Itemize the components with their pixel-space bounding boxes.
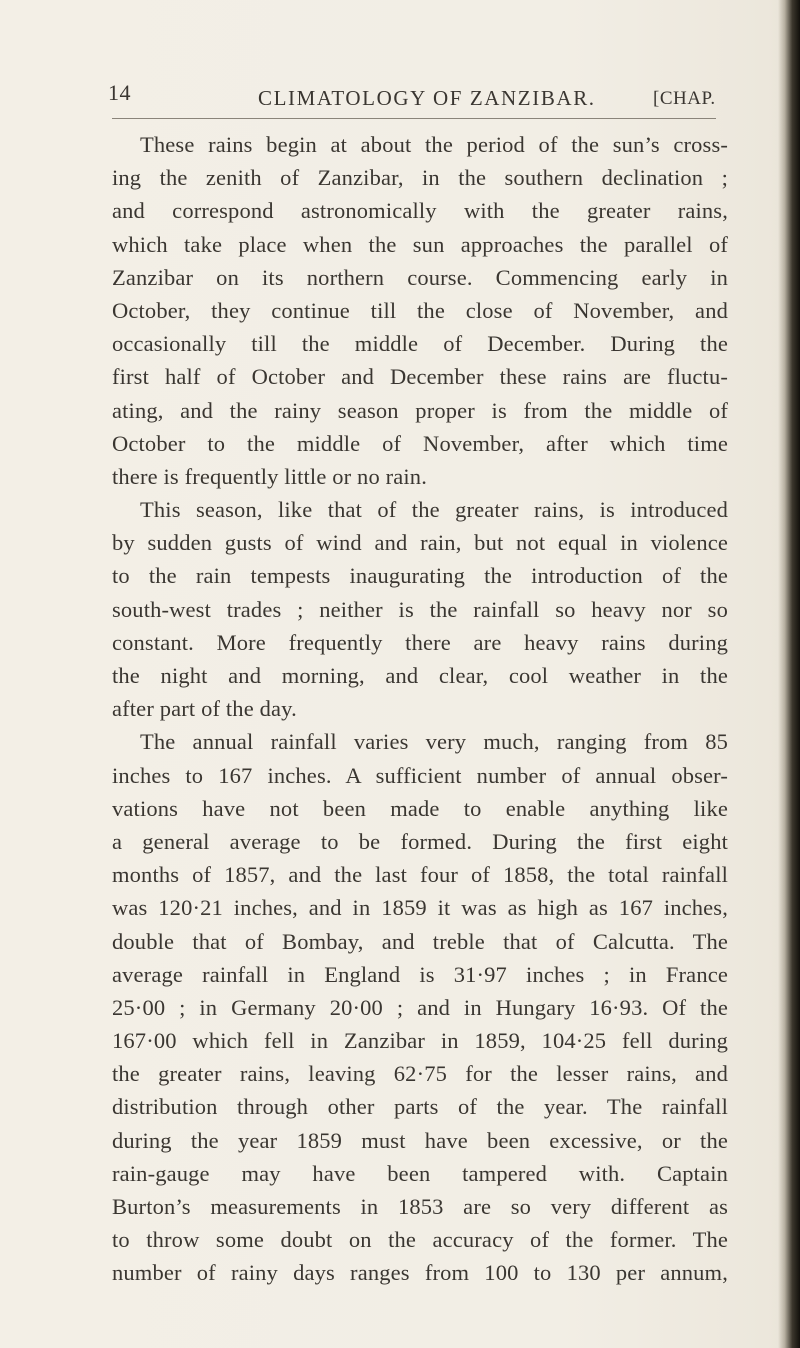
text-line: during the year 1859 must have been excessive, or the xyxy=(112,1127,728,1153)
text-line: number of rainy days ranges from 100 to 130 per annum, xyxy=(112,1260,728,1286)
text-line: The annual rainfall varies very much, ranging from 85 xyxy=(140,729,728,755)
text-line: 25·00 ; in Germany 20·00 ; and in Hungary 16·93. Of the xyxy=(112,994,728,1020)
text-line: and correspond astronomically with the greater rains, xyxy=(112,198,728,224)
text-line: Zanzibar on its northern course. Commencing early in xyxy=(112,264,728,290)
text-line: the greater rains, leaving 62·75 for the lesser rains, and xyxy=(112,1061,728,1087)
text-line: months of 1857, and the last four of 1858, the total rainfall xyxy=(112,862,728,888)
text-line: after part of the day. xyxy=(112,696,297,722)
text-line: October to the middle of November, after which time xyxy=(112,430,728,456)
text-line: These rains begin at about the period of the sun’s cross- xyxy=(140,132,728,157)
text-line: double that of Bombay, and treble that of Calcutta. The xyxy=(112,928,728,954)
text-line: by sudden gusts of wind and rain, but not equal in violence xyxy=(112,530,728,556)
text-line: first half of October and December these rains are fluctu- xyxy=(112,364,728,390)
text-line: the night and morning, and clear, cool weather in the xyxy=(112,663,728,688)
text-line: there is frequently little or no rain. xyxy=(112,463,427,489)
text-line: October, they continue till the close of November, and xyxy=(112,297,728,323)
header-rule xyxy=(112,118,716,119)
text-line: Burton’s measurements in 1853 are so very different as xyxy=(112,1194,728,1219)
text-line: 167·00 which fell in Zanzibar in 1859, 104·25 fell during xyxy=(112,1028,728,1054)
text-line: constant. More frequently there are heavy rains during xyxy=(112,629,728,655)
text-line: rain-gauge may have been tampered with. Captain xyxy=(112,1160,728,1186)
text-line: average rainfall in England is 31·97 inches ; in France xyxy=(112,961,728,987)
text-line: ing the zenith of Zanzibar, in the southern declination ; xyxy=(112,165,728,191)
body-text xyxy=(112,128,728,1290)
text-line: was 120·21 inches, and in 1859 it was as high as 167 inches, xyxy=(112,895,728,921)
chapter-title: CLIMATOLOGY OF ZANZIBAR. xyxy=(258,86,596,110)
text-line: occasionally till the middle of December. During the xyxy=(112,331,728,357)
text-line: south-west trades ; neither is the rainfall so heavy nor so xyxy=(112,596,728,622)
page-edge-shadow xyxy=(778,0,800,1348)
text-line: ating, and the rainy season proper is from the middle of xyxy=(112,397,728,423)
text-line: to the rain tempests inaugurating the introduction of the xyxy=(112,563,728,589)
text-line: to throw some doubt on the accuracy of the former. The xyxy=(112,1227,728,1253)
text-line: distribution through other parts of the year. The rainfall xyxy=(112,1094,728,1120)
text-line: This season, like that of the greater rains, is introduced xyxy=(140,497,728,523)
page-number: 14 xyxy=(108,80,131,105)
text-line: a general average to be formed. During the first eight xyxy=(112,828,728,854)
text-line: vations have not been made to enable anything like xyxy=(112,795,728,821)
chapter-label: [CHAP. xyxy=(653,88,716,109)
running-head xyxy=(108,80,718,120)
text-line: inches to 167 inches. A sufficient number of annual obser- xyxy=(112,762,728,788)
text-line: which take place when the sun approaches the parallel of xyxy=(112,231,728,257)
